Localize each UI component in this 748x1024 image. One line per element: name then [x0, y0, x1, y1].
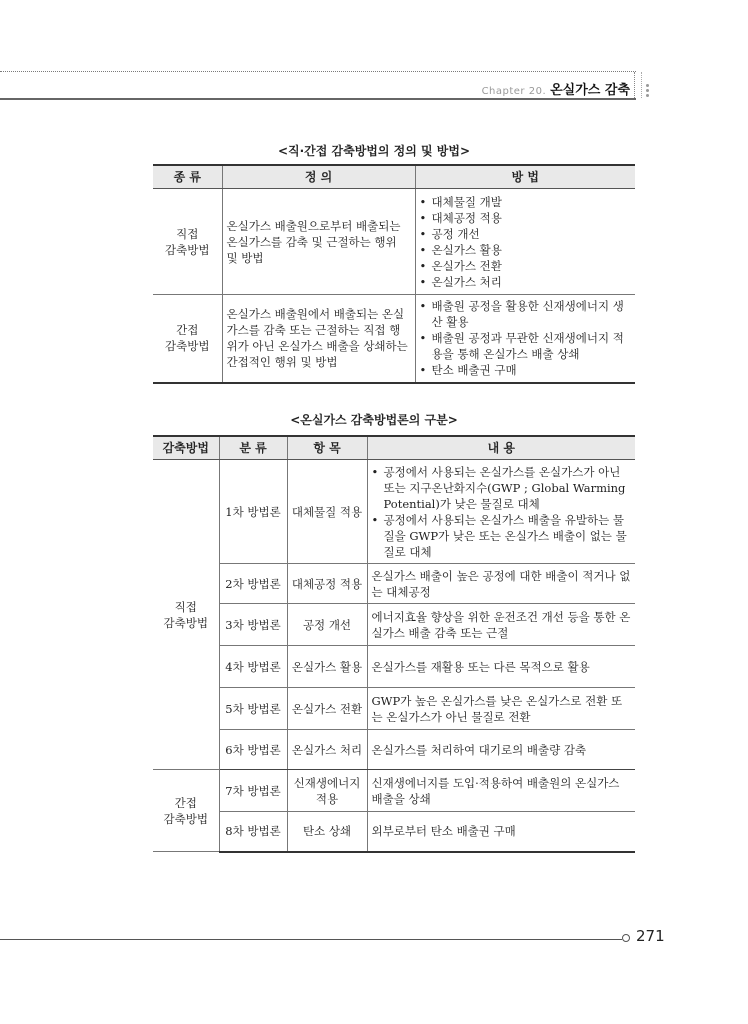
- row-content: 온실가스를 재활용 또는 다른 목적으로 활용: [367, 646, 635, 688]
- list-item: • 배출원 공정과 무관한 신재생에너지 적용을 통해 온실가스 배출 상쇄: [420, 330, 632, 362]
- group-direct: 직접 감축방법: [153, 460, 219, 770]
- row-type: 직접 감축방법: [153, 189, 222, 295]
- table-row: [153, 730, 635, 770]
- table-row: [153, 688, 635, 730]
- header-reduction-method: 감축방법: [153, 436, 219, 460]
- header-classification: 분 류: [219, 436, 287, 460]
- row-content: GWP가 높은 온실가스를 낮은 온실가스로 전환 또는 온실가스가 아닌 물질로 전환: [367, 688, 635, 730]
- row-item: 대체공정 적용: [287, 564, 367, 604]
- header-method: 방 법: [415, 165, 635, 189]
- methodology-table: [153, 435, 635, 853]
- header-divider-outer: [641, 72, 642, 98]
- header-definition: 정 의: [222, 165, 415, 189]
- row-definition: 온실가스 배출원에서 배출되는 온실가스를 감축 또는 근절하는 직접 행위가 아닌 온실가스 배출을 상쇄하는 간접적인 행위 및 방법: [222, 295, 415, 383]
- row-item: 대체물질 적용: [287, 460, 367, 564]
- table-header-row: [153, 165, 635, 189]
- table-row: [153, 460, 635, 564]
- row-content: 온실가스 배출이 높은 공정에 대한 배출이 적거나 없는 대체공정: [367, 564, 635, 604]
- row-item: 공정 개선: [287, 604, 367, 646]
- row-item: 온실가스 활용: [287, 646, 367, 688]
- running-header: [482, 79, 630, 98]
- chapter-label: Chapter 20.: [481, 86, 547, 97]
- row-methods: [415, 295, 635, 383]
- header-type: 종 류: [153, 165, 222, 189]
- row-definition: 온실가스 배출원으로부터 배출되는 온실가스를 감축 및 근절하는 행위 및 방법: [222, 189, 415, 295]
- table-header-row: [153, 436, 635, 460]
- row-content: 외부로부터 탄소 배출권 구매: [367, 812, 635, 852]
- table-row: [153, 189, 635, 295]
- header-rule-top: [0, 71, 636, 72]
- row-classification: 7차 방법론: [219, 770, 287, 812]
- row-content: [367, 460, 635, 564]
- list-item: • 공정 개선: [420, 226, 632, 242]
- header-divider: [634, 72, 635, 98]
- table-row: [153, 295, 635, 383]
- header-dots-ornament: [646, 84, 650, 102]
- table2-caption: <온실가스 감축방법론의 구분>: [290, 413, 458, 427]
- list-item: • 공정에서 사용되는 온실가스 배출을 유발하는 물질을 GWP가 낮은 또는 온실가스 배출이 없는 물질로 대체: [372, 512, 632, 560]
- list-item: • 온실가스 처리: [420, 274, 632, 290]
- row-content: 온실가스를 처리하여 대기로의 배출량 감축: [367, 730, 635, 770]
- row-classification: 5차 방법론: [219, 688, 287, 730]
- footer-rule: [0, 939, 622, 940]
- list-item: • 대체공정 적용: [420, 210, 632, 226]
- header-item: 항 목: [287, 436, 367, 460]
- list-item: • 대체물질 개발: [420, 194, 632, 210]
- table1-caption: <직·간접 감축방법의 정의 및 방법>: [277, 144, 471, 158]
- list-item: • 배출원 공정을 활용한 신재생에너지 생산 활용: [420, 298, 632, 330]
- row-classification: 6차 방법론: [219, 730, 287, 770]
- list-item: • 공정에서 사용되는 온실가스를 온실가스가 아닌 또는 지구온난화지수(GWP ; Global Warming Potential)가 낮은 물질로 대체: [372, 464, 632, 512]
- row-classification: 4차 방법론: [219, 646, 287, 688]
- row-item: 온실가스 처리: [287, 730, 367, 770]
- row-content: 에너지효율 향상을 위한 운전조건 개선 등을 통한 온실가스 배출 감축 또는 근절: [367, 604, 635, 646]
- table-row: [153, 646, 635, 688]
- row-type: 간접 감축방법: [153, 295, 222, 383]
- list-item: • 온실가스 전환: [420, 258, 632, 274]
- row-item: 신재생에너지 적용: [287, 770, 367, 812]
- header-rule-bottom: [0, 98, 636, 100]
- footer-circle-ornament: [622, 934, 630, 942]
- group-indirect: 간접 감축방법: [153, 770, 219, 852]
- row-item: 온실가스 전환: [287, 688, 367, 730]
- section-title: 온실가스 감축: [550, 83, 630, 98]
- list-item: • 온실가스 활용: [420, 242, 632, 258]
- list-item: • 탄소 배출권 구매: [420, 362, 632, 378]
- row-classification: 2차 방법론: [219, 564, 287, 604]
- row-classification: 3차 방법론: [219, 604, 287, 646]
- table-row: [153, 564, 635, 604]
- table-row: [153, 604, 635, 646]
- row-methods: [415, 189, 635, 295]
- table-row: [153, 812, 635, 852]
- row-classification: 1차 방법론: [219, 460, 287, 564]
- row-classification: 8차 방법론: [219, 812, 287, 852]
- table-row: [153, 770, 635, 812]
- header-content: 내 용: [367, 436, 635, 460]
- row-content: 신재생에너지를 도입·적용하여 배출원의 온실가스 배출을 상쇄: [367, 770, 635, 812]
- page-number: 271: [636, 927, 665, 945]
- definition-table: [153, 164, 635, 384]
- row-item: 탄소 상쇄: [287, 812, 367, 852]
